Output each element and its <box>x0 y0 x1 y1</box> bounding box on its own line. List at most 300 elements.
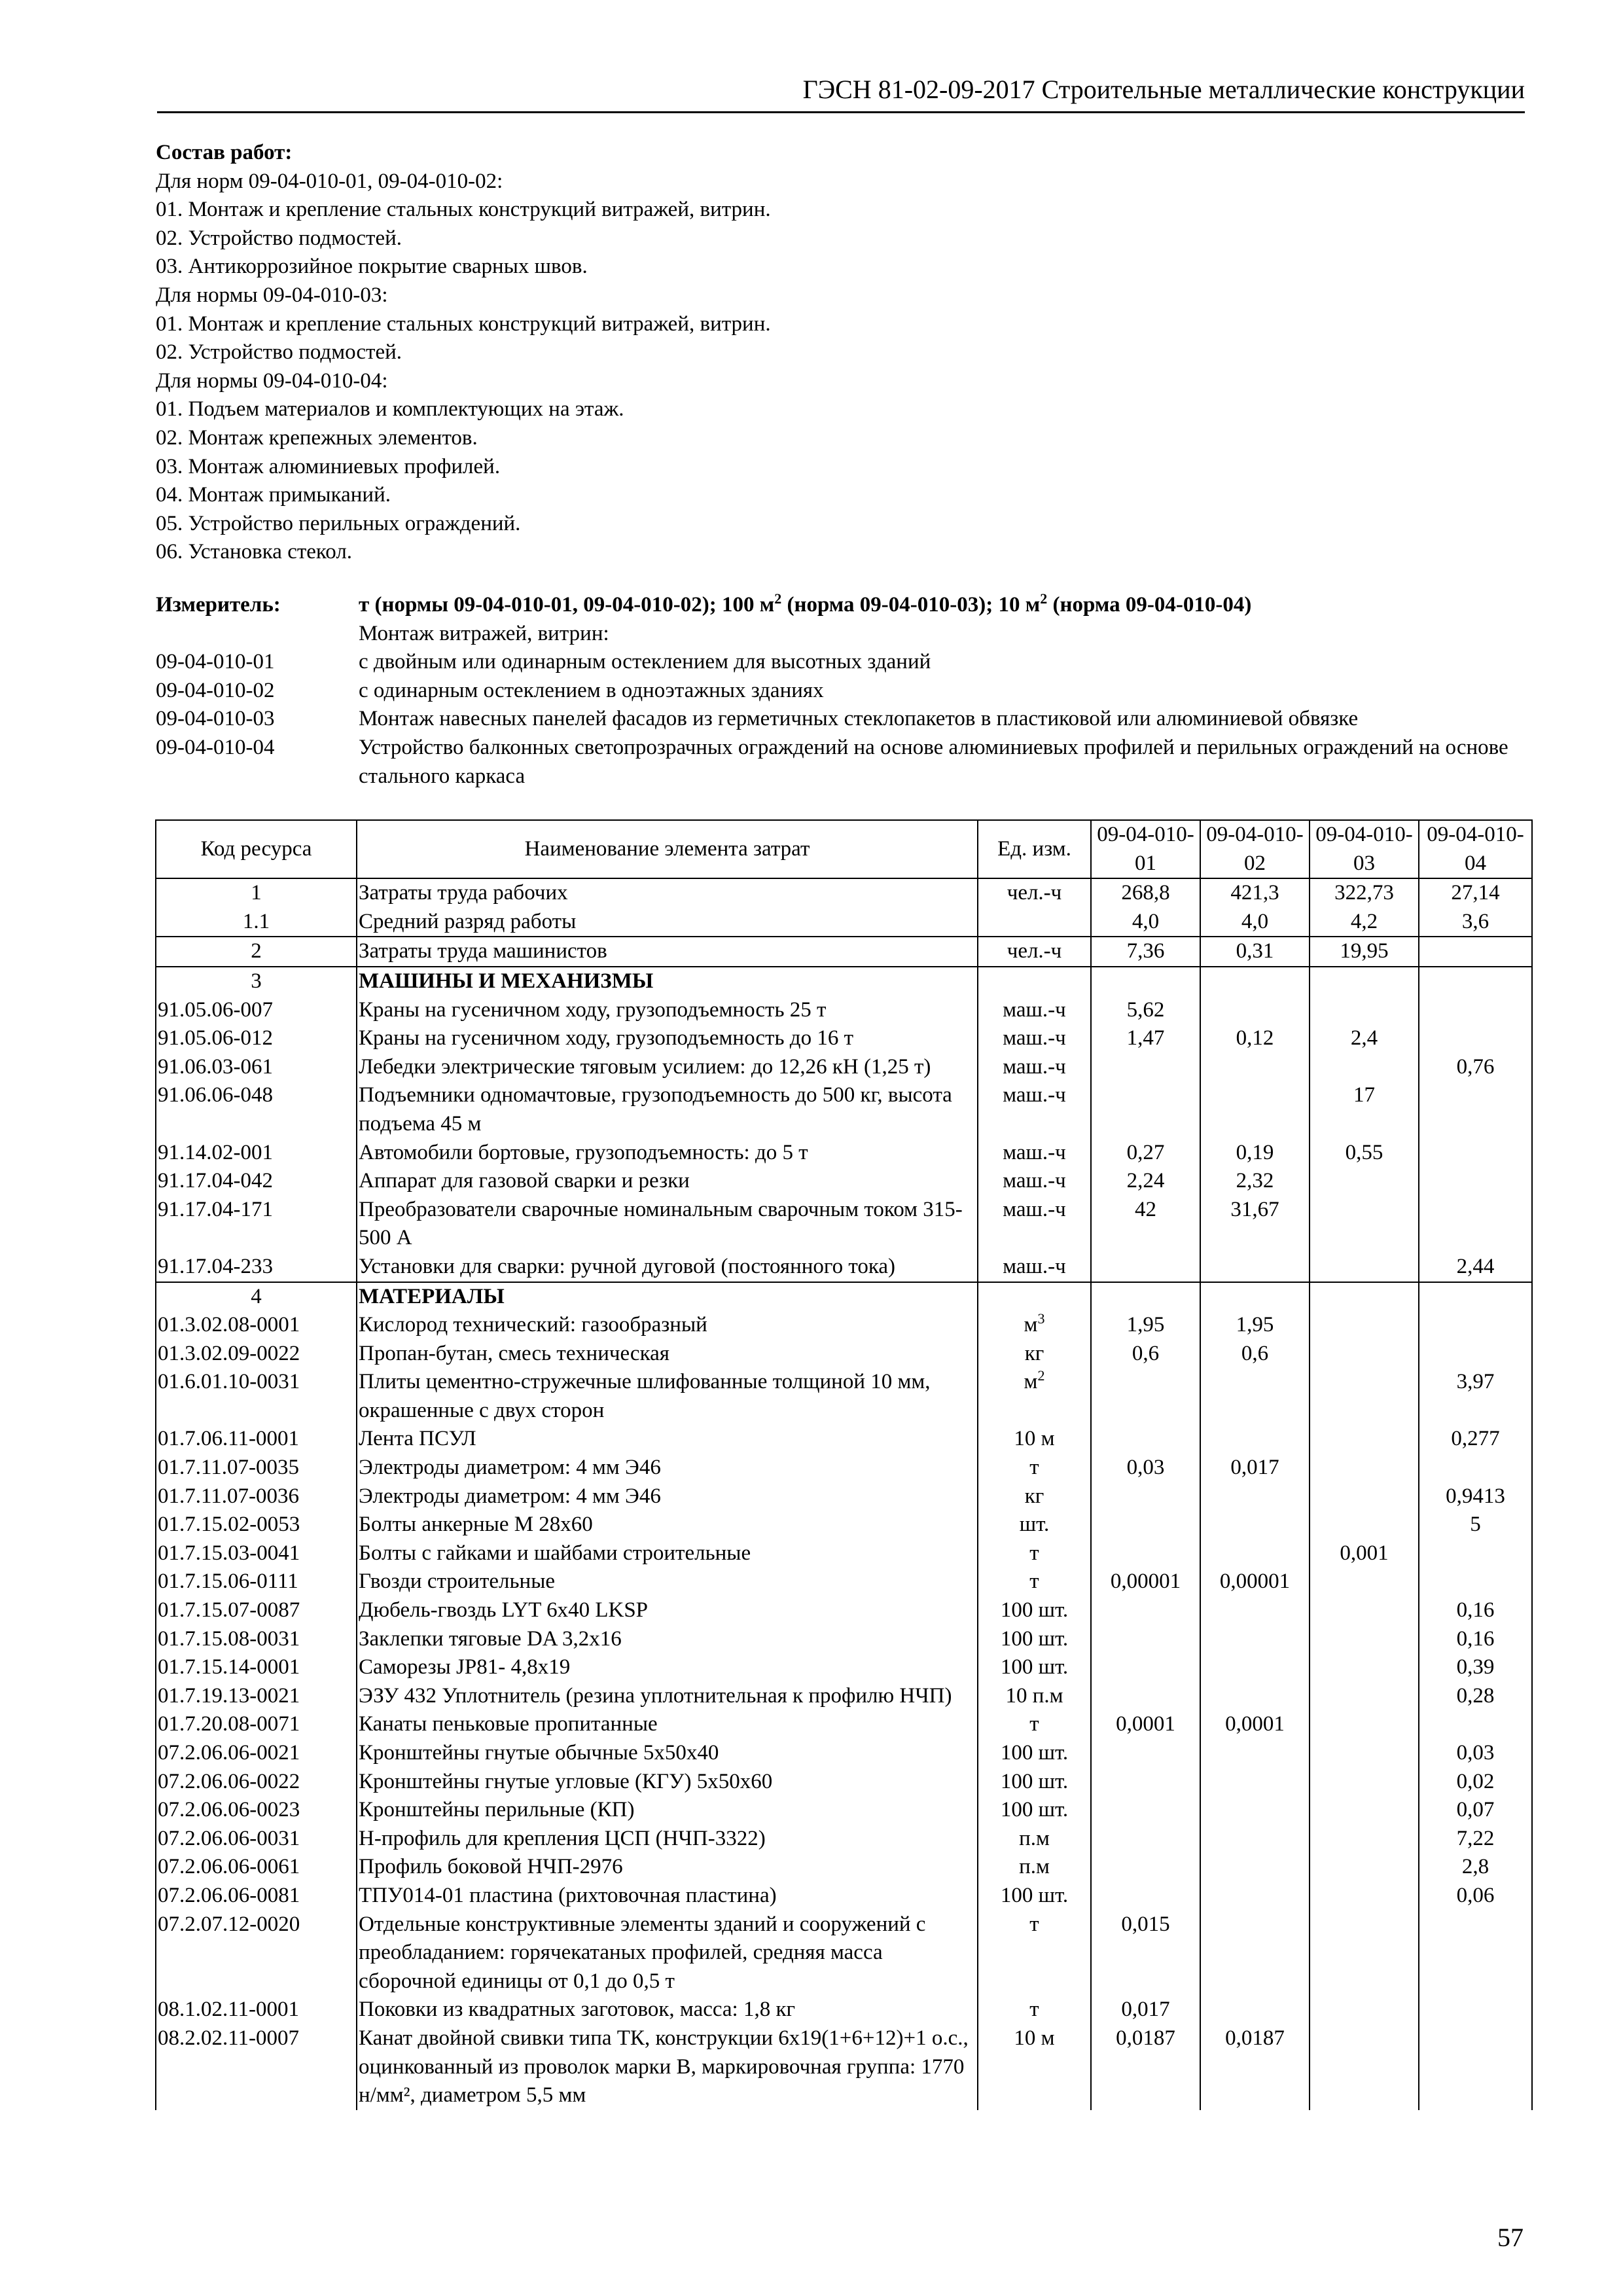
cell-unit: маш.-ч <box>978 1167 1091 1196</box>
cell-name: Кронштейны гнутые угловые (КГУ) 5х50х60 <box>357 1768 978 1797</box>
cell-norm-1 <box>1091 1682 1200 1711</box>
cell-code: 01.7.15.14-0001 <box>156 1653 357 1682</box>
cell-code: 01.7.15.07-0087 <box>156 1596 357 1625</box>
cell-norm-2 <box>1200 1739 1310 1768</box>
work-line: Для норм 09-04-010-01, 09-04-010-02: <box>156 169 503 193</box>
cell-unit: т <box>978 1568 1091 1596</box>
cell-norm-3 <box>1310 1796 1419 1825</box>
cell-norm-1 <box>1091 1368 1200 1425</box>
cell-norm-3 <box>1310 1425 1419 1454</box>
cell-code: 01.3.02.08-0001 <box>156 1311 357 1340</box>
cell-name: Заклепки тяговые DA 3,2х16 <box>357 1625 978 1654</box>
work-line: 02. Монтаж крепежных элементов. <box>156 425 478 450</box>
cell-name: ЭЗУ 432 Уплотнитель (резина уплотнительная к профилю НЧП) <box>357 1682 978 1711</box>
cell-norm-2 <box>1200 1539 1310 1568</box>
cell-unit: маш.-ч <box>978 1253 1091 1282</box>
cell-norm-3 <box>1310 1253 1419 1282</box>
cell-norm-4: 0,07 <box>1419 1796 1532 1825</box>
cell-code: 3 <box>156 967 357 996</box>
norm-description: с одинарным остеклением в одноэтажных зданиях <box>359 678 824 702</box>
cell-unit: т <box>978 1454 1091 1482</box>
cell-norm-1 <box>1091 1625 1200 1654</box>
cell-norm-2: 31,67 <box>1200 1196 1310 1253</box>
cell-code: 01.7.15.02-0053 <box>156 1511 357 1539</box>
work-line: 04. Монтаж примыканий. <box>156 483 391 507</box>
cell-name: МАТЕРИАЛЫ <box>357 1282 978 1312</box>
table-row <box>156 1539 1532 1568</box>
cell-norm-3: 17 <box>1310 1081 1419 1138</box>
cell-norm-3 <box>1310 1596 1419 1625</box>
table-row <box>156 1311 1532 1340</box>
cell-name: МАШИНЫ И МЕХАНИЗМЫ <box>357 967 978 996</box>
cell-norm-4: 0,16 <box>1419 1596 1532 1625</box>
table-row <box>156 967 1532 996</box>
cell-norm-2 <box>1200 1053 1310 1082</box>
cell-code: 01.7.19.13-0021 <box>156 1682 357 1711</box>
cell-unit: 100 шт. <box>978 1882 1091 1910</box>
header-name: Наименование элемента затрат <box>357 820 978 878</box>
cell-unit: 10 м <box>978 1425 1091 1454</box>
cell-unit: 100 шт. <box>978 1653 1091 1682</box>
cell-unit: 100 шт. <box>978 1796 1091 1825</box>
cell-unit: 100 шт. <box>978 1739 1091 1768</box>
cell-norm-4: 0,76 <box>1419 1053 1532 1082</box>
cell-name: Установки для сварки: ручной дуговой (постоянного тока) <box>357 1253 978 1282</box>
cell-norm-2: 0,6 <box>1200 1340 1310 1369</box>
cell-norm-4 <box>1419 1196 1532 1253</box>
cell-norm-4 <box>1419 1568 1532 1596</box>
cell-norm-2 <box>1200 996 1310 1025</box>
table-row <box>156 1882 1532 1910</box>
cell-norm-2: 0,0001 <box>1200 1710 1310 1739</box>
cell-norm-3 <box>1310 1710 1419 1739</box>
table-row <box>156 1196 1532 1253</box>
cell-norm-1 <box>1091 1425 1200 1454</box>
cell-norm-2 <box>1200 1253 1310 1282</box>
cell-norm-2: 2,32 <box>1200 1167 1310 1196</box>
table-row <box>156 1653 1532 1682</box>
cell-norm-4: 7,22 <box>1419 1825 1532 1854</box>
cell-norm-3: 0,55 <box>1310 1139 1419 1168</box>
cell-code: 07.2.07.12-0020 <box>156 1910 357 1996</box>
cell-unit: маш.-ч <box>978 1053 1091 1082</box>
cell-norm-3: 0,001 <box>1310 1539 1419 1568</box>
header-norm-2: 09-04-010-02 <box>1200 820 1310 878</box>
table-row <box>156 1796 1532 1825</box>
cell-name: Краны на гусеничном ходу, грузоподъемность до 16 т <box>357 1024 978 1053</box>
cell-code: 91.05.06-007 <box>156 996 357 1025</box>
table-row <box>156 1340 1532 1369</box>
cell-unit: кг <box>978 1340 1091 1369</box>
cell-norm-2 <box>1200 1653 1310 1682</box>
table-row <box>156 996 1532 1025</box>
cell-norm-1 <box>1091 1653 1200 1682</box>
cell-norm-4 <box>1419 967 1532 996</box>
cell-unit: маш.-ч <box>978 1196 1091 1253</box>
cell-norm-3 <box>1310 1368 1419 1425</box>
table-row <box>156 1139 1532 1168</box>
cell-norm-1: 4,0 <box>1091 908 1200 937</box>
cell-code: 01.7.15.08-0031 <box>156 1625 357 1654</box>
cell-norm-4: 2,44 <box>1419 1253 1532 1282</box>
cell-unit: чел.-ч <box>978 937 1091 967</box>
cell-name: Дюбель-гвоздь LYT 6х40 LKSP <box>357 1596 978 1625</box>
cell-norm-3 <box>1310 1768 1419 1797</box>
cell-name: Затраты труда рабочих <box>357 878 978 908</box>
cell-norm-4 <box>1419 1311 1532 1340</box>
header-unit: Ед. изм. <box>978 820 1091 878</box>
cell-norm-1: 1,47 <box>1091 1024 1200 1053</box>
cell-name: Н-профиль для крепления ЦСП (НЧП-3322) <box>357 1825 978 1854</box>
cell-name: Преобразователи сварочные номинальным сварочным током 315-500 А <box>357 1196 978 1253</box>
table-row <box>156 937 1532 967</box>
cell-norm-1 <box>1091 1511 1200 1539</box>
work-line: Для нормы 09-04-010-04: <box>156 368 388 393</box>
meter-label: Измеритель: <box>156 593 281 617</box>
cell-norm-3 <box>1310 1311 1419 1340</box>
cell-unit: 100 шт. <box>978 1768 1091 1797</box>
cell-unit: маш.-ч <box>978 1081 1091 1138</box>
cell-unit: 10 м <box>978 2024 1091 2110</box>
cell-code: 01.7.15.06-0111 <box>156 1568 357 1596</box>
cell-norm-4 <box>1419 1996 1532 2024</box>
cell-unit: т <box>978 1996 1091 2024</box>
cell-name: Болты с гайками и шайбами строительные <box>357 1539 978 1568</box>
cell-name: Болты анкерные М 28х60 <box>357 1511 978 1539</box>
cell-norm-1: 268,8 <box>1091 878 1200 908</box>
cell-code: 07.2.06.06-0021 <box>156 1739 357 1768</box>
cell-code: 01.6.01.10-0031 <box>156 1368 357 1425</box>
cell-name: Профиль боковой НЧП-2976 <box>357 1853 978 1882</box>
work-line: 03. Антикоррозийное покрытие сварных швов. <box>156 255 588 279</box>
cell-norm-1: 5,62 <box>1091 996 1200 1025</box>
cell-norm-2 <box>1200 1853 1310 1882</box>
cell-unit <box>978 967 1091 996</box>
cell-norm-2 <box>1200 1768 1310 1797</box>
cell-unit: п.м <box>978 1825 1091 1854</box>
cell-norm-2 <box>1200 1796 1310 1825</box>
cell-norm-2 <box>1200 1682 1310 1711</box>
cell-name: Пропан-бутан, смесь техническая <box>357 1340 978 1369</box>
cell-name: Лебедки электрические тяговым усилием: до 12,26 кН (1,25 т) <box>357 1053 978 1082</box>
cell-norm-4 <box>1419 1024 1532 1053</box>
cell-norm-2: 0,0187 <box>1200 2024 1310 2110</box>
cell-code: 01.7.11.07-0036 <box>156 1482 357 1511</box>
cell-norm-2: 0,017 <box>1200 1454 1310 1482</box>
cell-norm-3 <box>1310 1568 1419 1596</box>
cell-norm-2: 1,95 <box>1200 1311 1310 1340</box>
cell-unit: т <box>978 1710 1091 1739</box>
norm-code: 09-04-010-04 <box>156 735 275 759</box>
table-row <box>156 1710 1532 1739</box>
cell-norm-3 <box>1310 1653 1419 1682</box>
cell-code: 07.2.06.06-0022 <box>156 1768 357 1797</box>
cell-norm-4 <box>1419 1910 1532 1996</box>
norm-description: с двойным или одинарным остеклением для высотных зданий <box>359 650 931 674</box>
table-row <box>156 1768 1532 1797</box>
cell-norm-1: 0,0187 <box>1091 2024 1200 2110</box>
work-line: 02. Устройство подмостей. <box>156 340 402 365</box>
cell-unit: шт. <box>978 1511 1091 1539</box>
cell-norm-3 <box>1310 1910 1419 1996</box>
work-line: 06. Установка стекол. <box>156 540 353 564</box>
cell-norm-3 <box>1310 1167 1419 1196</box>
cell-code: 2 <box>156 937 357 967</box>
cell-norm-3 <box>1310 1340 1419 1369</box>
cell-norm-2 <box>1200 1625 1310 1654</box>
norm-description: Монтаж навесных панелей фасадов из герметичных стеклопакетов в пластиковой или алюминиевой обвязке <box>359 707 1359 731</box>
cell-norm-2 <box>1200 1996 1310 2024</box>
cell-norm-1 <box>1091 1282 1200 1312</box>
cell-norm-1 <box>1091 1053 1200 1082</box>
cell-name: Кронштейны гнутые обычные 5х50х40 <box>357 1739 978 1768</box>
cell-code: 91.06.06-048 <box>156 1081 357 1138</box>
table-row <box>156 1739 1532 1768</box>
cell-name: Канаты пеньковые пропитанные <box>357 1710 978 1739</box>
header-norm-1: 09-04-010-01 <box>1091 820 1200 878</box>
cell-norm-1 <box>1091 1596 1200 1625</box>
cell-norm-1: 1,95 <box>1091 1311 1200 1340</box>
cell-code: 91.05.06-012 <box>156 1024 357 1053</box>
cell-norm-1: 7,36 <box>1091 937 1200 967</box>
cell-unit: т <box>978 1910 1091 1996</box>
cell-norm-2 <box>1200 1081 1310 1138</box>
cell-name: Гвозди строительные <box>357 1568 978 1596</box>
table-row <box>156 1568 1532 1596</box>
cell-name: Отдельные конструктивные элементы зданий и сооружений с преобладанием: горячекатаных профилей, средняя масса сборочной единицы от 0,1 до 0,5 т <box>357 1910 978 1996</box>
cell-norm-4: 3,6 <box>1419 908 1532 937</box>
cell-norm-1: 42 <box>1091 1196 1200 1253</box>
cell-norm-3 <box>1310 1682 1419 1711</box>
page-number: 57 <box>1497 2223 1524 2252</box>
cell-unit: 10 п.м <box>978 1682 1091 1711</box>
cell-unit <box>978 908 1091 937</box>
cell-name: Кронштейны перильные (КП) <box>357 1796 978 1825</box>
header-code: Код ресурса <box>156 820 357 878</box>
cell-code: 08.2.02.11-0007 <box>156 2024 357 2110</box>
cell-norm-4 <box>1419 1167 1532 1196</box>
cell-norm-3: 19,95 <box>1310 937 1419 967</box>
cell-norm-1 <box>1091 1739 1200 1768</box>
cell-norm-4: 0,02 <box>1419 1768 1532 1797</box>
table-row <box>156 1024 1532 1053</box>
cell-norm-4 <box>1419 1454 1532 1482</box>
cell-norm-3 <box>1310 1625 1419 1654</box>
meter-section <box>156 591 1596 791</box>
cell-name: Электроды диаметром: 4 мм Э46 <box>357 1454 978 1482</box>
cell-norm-4 <box>1419 1282 1532 1312</box>
cell-norm-1: 2,24 <box>1091 1167 1200 1196</box>
table-row <box>156 1996 1532 2024</box>
table-row <box>156 1625 1532 1654</box>
cell-name: Саморезы JP81- 4,8х19 <box>357 1653 978 1682</box>
norm-description: Устройство балконных светопрозрачных ограждений на основе алюминиевых профилей и перильных ограждений на основе стального каркаса <box>359 735 1508 788</box>
table-row <box>156 1282 1532 1312</box>
table-body <box>156 878 1532 2110</box>
cell-norm-4 <box>1419 1710 1532 1739</box>
resources-table <box>155 819 1533 2110</box>
cell-unit: 100 шт. <box>978 1596 1091 1625</box>
cell-unit: кг <box>978 1482 1091 1511</box>
cell-norm-2: 0,12 <box>1200 1024 1310 1053</box>
cell-name: Канат двойной свивки типа ТК, конструкции 6х19(1+6+12)+1 о.с., оцинкованный из проволок марки В, маркировочная группа: 1770 н/мм², диаметром 5,5 мм <box>357 2024 978 2110</box>
cell-norm-2 <box>1200 967 1310 996</box>
cell-norm-2: 4,0 <box>1200 908 1310 937</box>
cell-name: ТПУ014-01 пластина (рихтовочная пластина) <box>357 1882 978 1910</box>
cell-norm-1: 0,0001 <box>1091 1710 1200 1739</box>
cell-norm-3 <box>1310 1053 1419 1082</box>
cell-name: Плиты цементно-стружечные шлифованные толщиной 10 мм, окрашенные с двух сторон <box>357 1368 978 1425</box>
cell-unit: маш.-ч <box>978 1024 1091 1053</box>
cell-norm-3 <box>1310 1511 1419 1539</box>
cell-norm-4: 0,03 <box>1419 1739 1532 1768</box>
cell-unit <box>978 1282 1091 1312</box>
cell-norm-3 <box>1310 1739 1419 1768</box>
cell-norm-1: 0,03 <box>1091 1454 1200 1482</box>
cell-code: 1 <box>156 878 357 908</box>
cell-norm-2 <box>1200 1511 1310 1539</box>
cell-norm-3: 322,73 <box>1310 878 1419 908</box>
cell-norm-4: 0,277 <box>1419 1425 1532 1454</box>
cell-norm-1 <box>1091 1081 1200 1138</box>
cell-norm-1: 0,017 <box>1091 1996 1200 2024</box>
norm-code: 09-04-010-03 <box>156 707 275 731</box>
cell-norm-1 <box>1091 1768 1200 1797</box>
cell-norm-2 <box>1200 1910 1310 1996</box>
cell-norm-1 <box>1091 1482 1200 1511</box>
norm-code: 09-04-010-01 <box>156 650 275 674</box>
cell-norm-4 <box>1419 1081 1532 1138</box>
cell-norm-3 <box>1310 1853 1419 1882</box>
cell-unit: п.м <box>978 1853 1091 1882</box>
table-row <box>156 1081 1532 1138</box>
meter-units: т (нормы 09-04-010-01, 09-04-010-02); 100 $м^2$ (норма 09-04-010-03); 10 $м^2$ (норма 09-04-010-04) <box>359 590 1252 617</box>
table-row <box>156 1425 1532 1454</box>
cell-norm-1: 0,6 <box>1091 1340 1200 1369</box>
cell-norm-3 <box>1310 996 1419 1025</box>
table-row <box>156 1910 1532 1996</box>
cell-code: 91.14.02-001 <box>156 1139 357 1168</box>
cell-code: 01.7.11.07-0035 <box>156 1454 357 1482</box>
cell-unit: чел.-ч <box>978 878 1091 908</box>
cell-code: 1.1 <box>156 908 357 937</box>
header-norm-3: 09-04-010-03 <box>1310 820 1419 878</box>
cell-norm-1 <box>1091 1882 1200 1910</box>
cell-norm-2: 0,19 <box>1200 1139 1310 1168</box>
work-line: 02. Устройство подмостей. <box>156 226 402 250</box>
cell-norm-3 <box>1310 2024 1419 2110</box>
cell-norm-2 <box>1200 1368 1310 1425</box>
cell-norm-4: 3,97 <box>1419 1368 1532 1425</box>
table-row <box>156 1053 1532 1082</box>
cell-name: Аппарат для газовой сварки и резки <box>357 1167 978 1196</box>
header-norm-4: 09-04-010-04 <box>1419 820 1532 878</box>
work-line: 01. Монтаж и крепление стальных конструкций витражей, витрин. <box>156 312 771 336</box>
work-line: 05. Устройство перильных ограждений. <box>156 511 521 535</box>
cell-norm-1: 0,015 <box>1091 1910 1200 1996</box>
cell-name: Кислород технический: газообразный <box>357 1311 978 1340</box>
cell-norm-4 <box>1419 1139 1532 1168</box>
cell-norm-2 <box>1200 1482 1310 1511</box>
cell-norm-2 <box>1200 1425 1310 1454</box>
cell-norm-3 <box>1310 1825 1419 1854</box>
cell-code: 07.2.06.06-0061 <box>156 1853 357 1882</box>
cell-name: Краны на гусеничном ходу, грузоподъемность 25 т <box>357 996 978 1025</box>
cell-code: 07.2.06.06-0031 <box>156 1825 357 1854</box>
cell-norm-4: 0,28 <box>1419 1682 1532 1711</box>
table-row <box>156 908 1532 937</box>
work-composition-title: Состав работ: <box>156 141 293 164</box>
cell-name: Электроды диаметром: 4 мм Э46 <box>357 1482 978 1511</box>
cell-norm-2 <box>1200 1282 1310 1312</box>
table-row <box>156 1454 1532 1482</box>
cell-norm-3 <box>1310 1996 1419 2024</box>
cell-norm-1 <box>1091 1825 1200 1854</box>
cell-name: Автомобили бортовые, грузоподъемность: до 5 т <box>357 1139 978 1168</box>
cell-norm-2 <box>1200 1825 1310 1854</box>
cell-norm-1 <box>1091 1253 1200 1282</box>
cell-unit: т <box>978 1539 1091 1568</box>
cell-norm-4 <box>1419 996 1532 1025</box>
cell-norm-3 <box>1310 1454 1419 1482</box>
table-row <box>156 1682 1532 1711</box>
cell-norm-3 <box>1310 1882 1419 1910</box>
cell-norm-3: 4,2 <box>1310 908 1419 937</box>
cell-code: 01.7.06.11-0001 <box>156 1425 357 1454</box>
cell-norm-4: 27,14 <box>1419 878 1532 908</box>
cell-norm-1 <box>1091 967 1200 996</box>
running-header: ГЭСН 81-02-09-2017 Строительные металлические конструкции <box>157 73 1525 113</box>
cell-norm-4: 2,8 <box>1419 1853 1532 1882</box>
table-row <box>156 1368 1532 1425</box>
table-row <box>156 1853 1532 1882</box>
cell-norm-4 <box>1419 937 1532 967</box>
cell-name: Подъемники одномачтовые, грузоподъемность до 500 кг, высота подъема 45 м <box>357 1081 978 1138</box>
cell-unit: маш.-ч <box>978 996 1091 1025</box>
cell-norm-2: 0,00001 <box>1200 1568 1310 1596</box>
cell-norm-1: 0,27 <box>1091 1139 1200 1168</box>
cell-code: 91.06.03-061 <box>156 1053 357 1082</box>
table-row <box>156 1596 1532 1625</box>
cell-norm-3: 2,4 <box>1310 1024 1419 1053</box>
cell-name: Поковки из квадратных заготовок, масса: 1,8 кг <box>357 1996 978 2024</box>
cell-norm-4: 0,39 <box>1419 1653 1532 1682</box>
cell-code: 4 <box>156 1282 357 1312</box>
cell-code: 07.2.06.06-0081 <box>156 1882 357 1910</box>
cell-code: 01.7.15.03-0041 <box>156 1539 357 1568</box>
work-composition <box>156 139 1530 567</box>
cell-name: Лента ПСУЛ <box>357 1425 978 1454</box>
cell-code: 01.3.02.09-0022 <box>156 1340 357 1369</box>
cell-unit: 100 шт. <box>978 1625 1091 1654</box>
table-row <box>156 878 1532 908</box>
cell-norm-1 <box>1091 1539 1200 1568</box>
cell-norm-3 <box>1310 967 1419 996</box>
cell-name: Средний разряд работы <box>357 908 978 937</box>
cell-norm-2 <box>1200 1882 1310 1910</box>
cell-name: Затраты труда машинистов <box>357 937 978 967</box>
cell-norm-3 <box>1310 1482 1419 1511</box>
cell-norm-4 <box>1419 1539 1532 1568</box>
cell-unit: $м^3$ <box>978 1311 1091 1340</box>
table-row <box>156 1167 1532 1196</box>
cell-code: 91.17.04-171 <box>156 1196 357 1253</box>
table-row <box>156 1825 1532 1854</box>
cell-norm-2 <box>1200 1596 1310 1625</box>
cell-code: 91.17.04-042 <box>156 1167 357 1196</box>
cell-norm-4: 0,06 <box>1419 1882 1532 1910</box>
table-row <box>156 2024 1532 2110</box>
